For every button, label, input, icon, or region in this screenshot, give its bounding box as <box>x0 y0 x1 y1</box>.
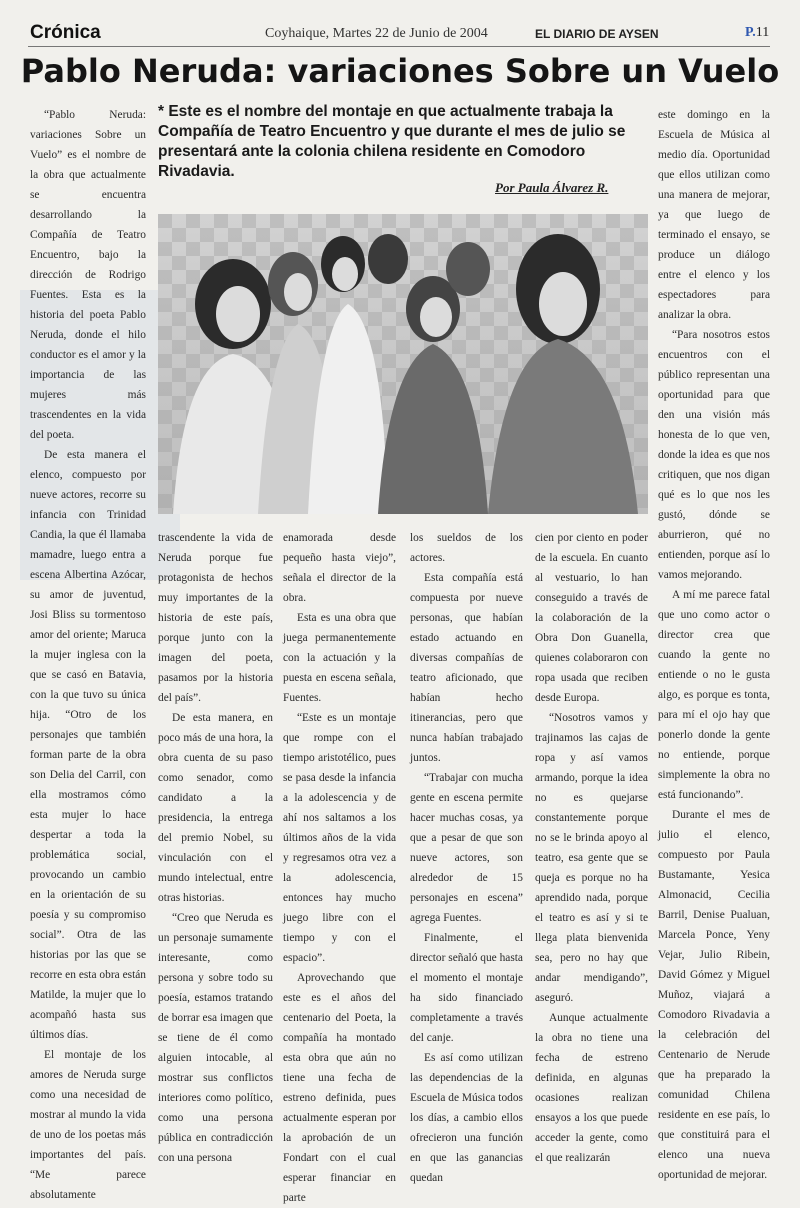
paragraph: “Este es un montaje que rompe con el tiempo aristotélico, pues se pasa desde la infancia a la adolescencia y de ahí nos saltamos a los últimos años de la vida y regresamos otra vez a la adolescencia, entonces hay mucho juego libre con el tiempo y con el espacio”. <box>283 712 396 964</box>
article-column-3 <box>283 528 396 1204</box>
paragraph: De esta manera, en poco más de una hora, la obra cuenta de su paso como senador, como candidato a la presidencia, la entrega del premio Nobel, su vinculación con el mundo intelectual, entre otras historias. <box>158 712 273 904</box>
paragraph: Aunque actualmente la obra no tiene una fecha de estreno definida, en algunas ocasiones realizan ensayos a los que puede acceder la gente, como el que realizarán <box>535 1012 648 1164</box>
paragraph: “Para nosotros estos encuentros con el público representan una oportunidad para que den una visión más honesta de lo que ven, donde la idea es que nos critiquen, que nos digan qué es lo que nos les gustó, dónde se aburrieron, qué no entienden, porque así lo vamos mejorando. <box>658 329 770 581</box>
paragraph: “Nosotros vamos y trajinamos las cajas de ropa y así vamos armando, porque la idea no es quejarse constantemente porque no se le brinda apoyo al teatro, esa gente que se queja es porque no ha aprendido nada, porque el teatro es así y si te llega plata bienvenida sea, pero no hay que andar mendigando”, aseguró. <box>535 712 648 1004</box>
paragraph: Finalmente, el director señaló que hasta el momento el montaje ha sido financiado completamente a través del canje. <box>410 932 523 1044</box>
paragraph: Esta compañía está compuesta por nueve personas, que habían estado actuando en diversas compañías de teatro aficionado, que habían hecho itinerancias, pero que nunca habían trabajado juntos. <box>410 572 523 764</box>
paragraph: Durante el mes de julio el elenco, compuesto por Paula Bustamante, Yesica Almonacid, Cecilia Barril, Denise Pualuan, Marcela Ponce, Yeny Vejar, Julio Ribein, David Gómez y Miguel Muñoz, viajará a Comodoro Rivadavia a la celebración del Centenario de Nerude que ha preparado la comunidad Chilena residente en ese país, lo que constituirá para el elenco una nueva oportunidad de mejorar. <box>658 809 770 1181</box>
article-column-6 <box>658 105 770 1181</box>
paragraph: Aprovechando que este es el años del centenario del Poeta, la compañía ha montado esta obra que aún no tiene una fecha de estreno definida, pues actualmente esperan por la aprobación de un Fondart con el cual esperar financiar en parte <box>283 972 396 1204</box>
article-column-1 <box>30 105 146 1201</box>
paragraph: este domingo en la Escuela de Música al medio día. Oportunidad que ellos utilizan como una manera de mejorar, ya que luego de terminado el ensayo, se produce un diálogo entre el elenco y los espectadores para analizar la obra. <box>658 109 770 321</box>
paragraph: El montaje de los amores de Neruda surge como una necesidad de mostrar al mundo la vida de uno de los poetas más importantes del país. “Me parece absolutamente <box>30 1049 146 1201</box>
page-header <box>0 0 800 48</box>
paragraph: A mí me parece fatal que uno como actor o director crea que cuando la gente no entiende o no le gusta algo, es porque es tonta, para mí el ojo hay que ponerlo donde la gente no entiende, porque simplemente la obra no está funcionando”. <box>658 589 770 801</box>
article-column-4 <box>410 528 523 1184</box>
paragraph: “Pablo Neruda: variaciones Sobre un Vuelo” es el nombre de la obra que actualmente se encuentra desarrollando la Compañía de Teatro Encuentro, bajo la dirección de Rodrigo Fuentes. Esta es la historia del poeta Pablo Neruda, donde el hilo conductor es el amor y la importancia de las mujeres más trascendentes en la vida del poeta. <box>30 109 146 441</box>
article-column-5 <box>535 528 648 1164</box>
paragraph: los sueldos de los actores. <box>410 532 523 564</box>
group-photo-icon <box>158 214 648 514</box>
page-number <box>745 25 769 41</box>
paragraph: Esta es una obra que juega permanentemente con la actuación y la puesta en escena señala, Fuentes. <box>283 612 396 704</box>
paragraph: De esta manera el elenco, compuesto por nueve actores, recorre su infancia con Trinidad Candia, la que él llamaba mamadre, luego entra a escena Albertina Azócar, su amor de juventud, Josi Bliss su tormentoso amor del oriente; Maruca la mujer inglesa con la que se casó en Batavia, con la que tuvo su única hija. “Otro de los personajes que también forman parte de la obra son Delia del Carril, con ella mostramos cómo esta mujer lo hace despertar a toda la problemática social, provocando un cambio en la orientación de su poesía y su compromiso social”. Otra de las historias por las que se recorre en esta obra están Matilde, la mujer que lo acompañó hasta sus últimos días. <box>30 449 146 1041</box>
dateline: Coyhaique, Martes 22 de Junio de 2004 <box>265 26 488 41</box>
byline: Por Paula Álvarez R. <box>495 180 609 195</box>
paragraph: cien por ciento en poder de la escuela. En cuanto al vestuario, lo han conseguido a través de la colaboración de la Obra Don Guanella, quienes colaboraron con ropa usada que reciben desde Europa. <box>535 532 648 704</box>
cast-photo <box>158 214 648 514</box>
headline: Pablo Neruda: variaciones Sobre un Vuelo <box>20 52 780 90</box>
section-title: Crónica <box>30 22 101 43</box>
article-column-2 <box>158 528 273 1164</box>
paragraph: trascendente la vida de Neruda porque fue protagonista de hechos muy importantes de la historia de este país, porque junto con la imagen del poeta, pasamos por la historia del país”. <box>158 532 273 704</box>
deck-subheading: * Este es el nombre del montaje en que actualmente trabaja la Compañía de Teatro Encuentro y que durante el mes de julio se presentará ante la colonia chilena residente en Comodoro Rivadavia. <box>158 103 626 180</box>
paragraph: “Trabajar con mucha gente en escena permite hacer muchas cosas, ya que a pesar de que son nueve actores, son alrededor de 15 personajes en escena” agrega Fuentes. <box>410 772 523 924</box>
page-number-value: 11 <box>755 25 770 40</box>
header-rule <box>28 46 770 47</box>
paragraph: enamorada desde pequeño hasta viejo”, señala el director de la obra. <box>283 532 396 604</box>
page-prefix: P. <box>745 25 756 40</box>
newspaper-name: EL DIARIO DE AYSEN <box>535 27 659 41</box>
paragraph: Es así como utilizan las dependencias de la Escuela de Música todos los días, a cambio ellos ofrecieron una función en que las ganancias quedan <box>410 1052 523 1184</box>
paragraph: “Creo que Neruda es un personaje sumamente interesante, como persona y sobre todo su poesía, estamos tratando de borrar esa imagen que se tiene de él como alguien intocable, al mostrar sus conflictos interiores como político, como una persona pública en contradicción con una persona <box>158 912 273 1164</box>
